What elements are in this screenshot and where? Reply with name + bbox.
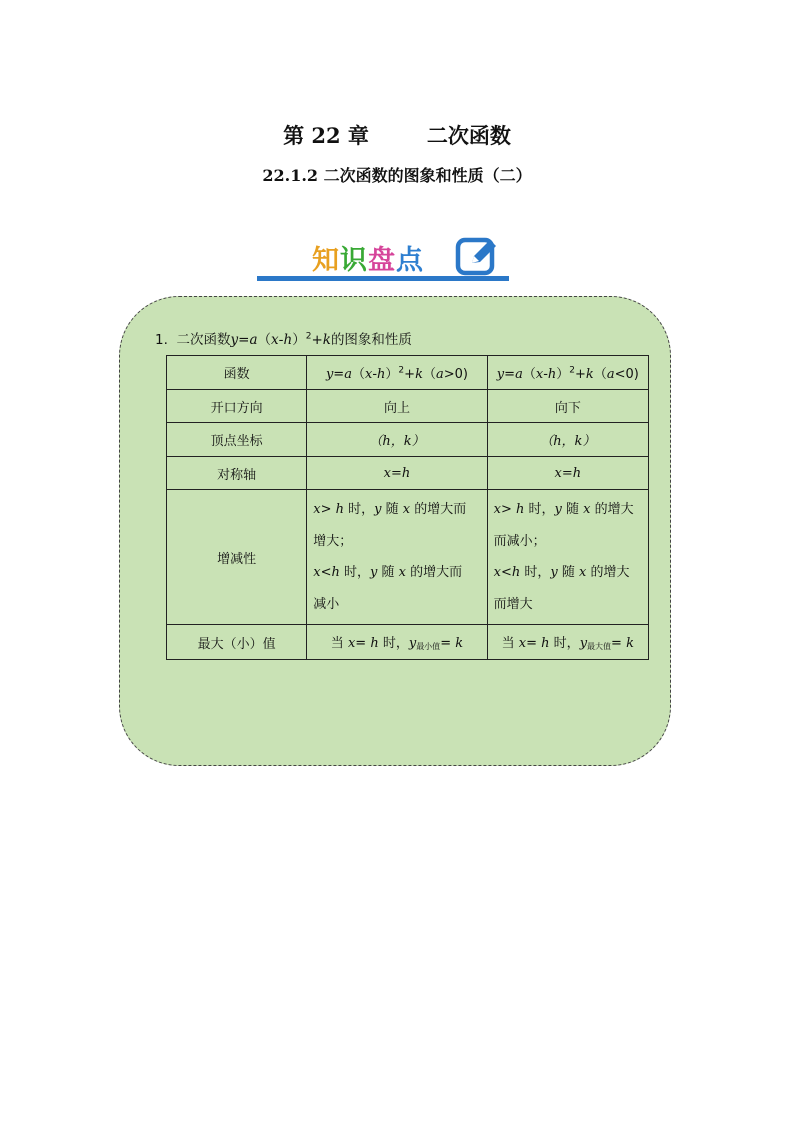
table-cell: 当 x= h 时，$y_{最小值}= k$: [307, 625, 487, 660]
banner-char: 识: [340, 245, 368, 276]
table-row: [167, 490, 649, 625]
table-cell: 增减性: [167, 490, 307, 625]
banner-title: [312, 238, 424, 277]
table-cell: x> h 时，y 随 x 的增大而 增大； x<h 时，y 随 x 的增大而 减小: [307, 490, 487, 625]
table-cell: （h，k）: [487, 423, 648, 457]
banner-underline: [257, 276, 509, 281]
table-row: [167, 625, 649, 660]
table-row: [167, 356, 649, 390]
banner-char: 点: [396, 245, 424, 276]
table-cell: 最大（小）值: [167, 625, 307, 660]
properties-table: [166, 355, 649, 660]
banner-char: 知: [312, 245, 340, 276]
chapter-title: [0, 120, 794, 150]
table-cell: 函数: [167, 356, 307, 390]
table-row: [167, 423, 649, 457]
edit-note-icon: [455, 236, 499, 276]
table-cell: 当 x= h 时，$y_{最大值}= k$: [487, 625, 648, 660]
section-title: 22.1.2 二次函数的图象和性质（二）: [262, 166, 532, 185]
knowledge-banner: [257, 236, 509, 282]
table-cell: 对称轴: [167, 457, 307, 490]
table-cell: 开口方向: [167, 390, 307, 423]
table-cell: x=h: [307, 457, 487, 490]
table-row: [167, 390, 649, 423]
section-heading: 1. 二次函数$y=a(x-h)^2+k$的图象和性质: [155, 331, 412, 348]
table-cell: $y=a(x-h)^2+k(a>0)$: [307, 356, 487, 390]
chapter-name: 二次函数: [426, 123, 511, 148]
table-cell: 向下: [487, 390, 648, 423]
table-cell: $y=a(x-h)^2+k(a<0)$: [487, 356, 648, 390]
table-row: [167, 457, 649, 490]
table-cell: （h，k）: [307, 423, 487, 457]
table-cell: 向上: [307, 390, 487, 423]
table-cell: 顶点坐标: [167, 423, 307, 457]
chapter-number: 第 22 章: [283, 123, 369, 148]
table-cell: x=h: [487, 457, 648, 490]
banner-char: 盘: [368, 245, 396, 276]
table-cell: x> h 时，y 随 x 的增大 而减小； x<h 时，y 随 x 的增大 而增大: [487, 490, 648, 625]
